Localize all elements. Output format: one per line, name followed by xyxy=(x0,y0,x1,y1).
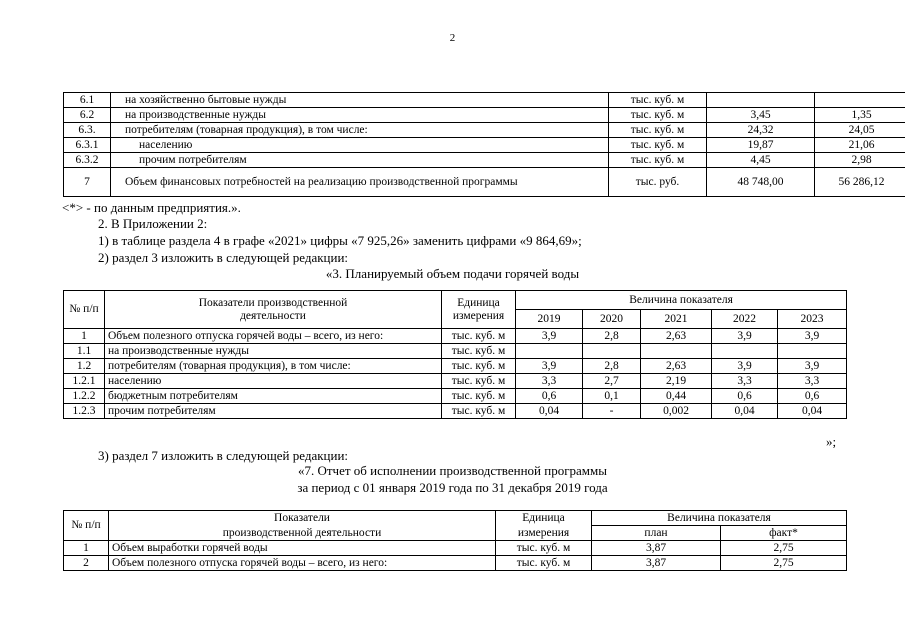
cell-value: 0,44 xyxy=(641,389,712,404)
header-year: 2020 xyxy=(583,310,641,329)
header-name: производственной деятельности xyxy=(109,526,496,541)
cell-value xyxy=(516,344,583,359)
cell-value xyxy=(815,93,905,108)
cell-name: Объем полезного отпуска горячей воды – всего, из него: xyxy=(109,556,496,571)
cell-name: прочим потребителям xyxy=(111,153,609,168)
paragraph: 3) раздел 7 изложить в следующей редакции: xyxy=(98,448,349,463)
cell-value: - xyxy=(583,404,641,419)
cell-num: 1.2.1 xyxy=(64,374,105,389)
cell-name: потребителям (товарная продукция), в том числе: xyxy=(111,123,609,138)
cell-value: 48 748,00 xyxy=(707,168,815,197)
cell-value: 3,3 xyxy=(712,374,778,389)
header-year: 2019 xyxy=(516,310,583,329)
header-value: Величина показателя xyxy=(516,291,847,310)
cell-value xyxy=(583,344,641,359)
cell-value: 3,3 xyxy=(516,374,583,389)
cell-name: населению xyxy=(105,374,442,389)
header-num: № п/п xyxy=(64,511,109,541)
paragraph: 1) в таблице раздела 4 в графе «2021» цифры «7 925,26» заменить цифрами «9 864,69»; xyxy=(98,233,582,248)
header-plan: план xyxy=(592,526,721,541)
cell-num: 6.3. xyxy=(64,123,111,138)
cell-num: 6.3.1 xyxy=(64,138,111,153)
table-row xyxy=(64,153,905,168)
cell-value: 2,19 xyxy=(641,374,712,389)
table-row xyxy=(64,329,847,344)
table-row xyxy=(64,556,847,571)
cell-value: 0,6 xyxy=(712,389,778,404)
cell-value: 2,63 xyxy=(641,329,712,344)
table-header-row xyxy=(64,291,847,310)
page-number: 2 xyxy=(449,32,456,44)
cell-value xyxy=(778,344,847,359)
cell-num: 1.1 xyxy=(64,344,105,359)
cell-name: населению xyxy=(111,138,609,153)
footnote: <*> - по данным предприятия.». xyxy=(62,200,241,215)
header-value: Величина показателя xyxy=(592,511,847,526)
cell-unit: тыс. куб. м xyxy=(442,404,516,419)
cell-name: на производственные нужды xyxy=(111,108,609,123)
cell-num: 6.2 xyxy=(64,108,111,123)
header-year: 2022 xyxy=(712,310,778,329)
header-year: 2023 xyxy=(778,310,847,329)
cell-num: 1 xyxy=(64,541,109,556)
cell-value: 56 286,12 xyxy=(815,168,905,197)
table-row xyxy=(64,168,905,197)
cell-value: 21,06 xyxy=(815,138,905,153)
header-num: № п/п xyxy=(64,291,105,329)
table-row xyxy=(64,123,905,138)
cell-unit: тыс. куб. м xyxy=(442,344,516,359)
cell-value: 2,8 xyxy=(583,329,641,344)
report-table xyxy=(63,510,847,571)
table-row xyxy=(64,404,847,419)
table-row xyxy=(64,389,847,404)
cell-value xyxy=(707,93,815,108)
table-row xyxy=(64,344,847,359)
cell-value: 2,63 xyxy=(641,359,712,374)
header-unit: Единица xyxy=(496,511,592,526)
cell-value: 24,32 xyxy=(707,123,815,138)
cell-unit: тыс. куб. м xyxy=(609,138,707,153)
paragraph: 2. В Приложении 2: xyxy=(98,216,208,231)
cell-value: 1,35 xyxy=(815,108,905,123)
cell-num: 1.2.2 xyxy=(64,389,105,404)
cell-name: Объем полезного отпуска горячей воды – всего, из него: xyxy=(105,329,442,344)
cell-unit: тыс. куб. м xyxy=(609,93,707,108)
table-row xyxy=(64,359,847,374)
cell-value: 3,9 xyxy=(516,359,583,374)
cell-unit: тыс. куб. м xyxy=(442,329,516,344)
cell-num: 7 xyxy=(64,168,111,197)
cell-value: 0,1 xyxy=(583,389,641,404)
paragraph: 2) раздел 3 изложить в следующей редакции: xyxy=(98,250,349,265)
cell-value: 2,7 xyxy=(583,374,641,389)
table-continuation xyxy=(63,92,905,197)
cell-value: 3,3 xyxy=(778,374,847,389)
cell-unit: тыс. куб. м xyxy=(496,556,592,571)
cell-num: 2 xyxy=(64,556,109,571)
header-unit: Единица измерения xyxy=(442,291,516,329)
cell-value xyxy=(641,344,712,359)
header-name: Показатели xyxy=(109,511,496,526)
cell-unit: тыс. куб. м xyxy=(609,123,707,138)
cell-name: на хозяйственно бытовые нужды xyxy=(111,93,609,108)
header-year: 2021 xyxy=(641,310,712,329)
cell-value: 2,8 xyxy=(583,359,641,374)
table-row xyxy=(64,108,905,123)
cell-num: 1.2 xyxy=(64,359,105,374)
cell-fact: 2,75 xyxy=(721,541,847,556)
cell-num: 6.1 xyxy=(64,93,111,108)
cell-num: 1.2.3 xyxy=(64,404,105,419)
cell-plan: 3,87 xyxy=(592,541,721,556)
cell-name: Объем выработки горячей воды xyxy=(109,541,496,556)
cell-value: 0,04 xyxy=(712,404,778,419)
table-header-row xyxy=(64,526,847,541)
cell-name: Объем финансовых потребностей на реализацию производственной программы xyxy=(111,168,609,197)
closing-quote: »; xyxy=(826,434,837,449)
cell-name: прочим потребителям xyxy=(105,404,442,419)
section-title: «7. Отчет об исполнении производственной программы xyxy=(297,463,607,478)
cell-value: 24,05 xyxy=(815,123,905,138)
cell-value: 0,04 xyxy=(516,404,583,419)
cell-plan: 3,87 xyxy=(592,556,721,571)
cell-value: 0,6 xyxy=(778,389,847,404)
cell-value: 0,04 xyxy=(778,404,847,419)
table-row xyxy=(64,374,847,389)
cell-name: потребителям (товарная продукция), в том числе: xyxy=(105,359,442,374)
cell-value: 2,98 xyxy=(815,153,905,168)
cell-value: 3,9 xyxy=(778,329,847,344)
header-name: Показатели производственной деятельности xyxy=(105,291,442,329)
cell-value: 0,6 xyxy=(516,389,583,404)
cell-unit: тыс. куб. м xyxy=(609,153,707,168)
header-unit: измерения xyxy=(496,526,592,541)
cell-num: 1 xyxy=(64,329,105,344)
cell-value: 3,45 xyxy=(707,108,815,123)
cell-unit: тыс. руб. xyxy=(609,168,707,197)
cell-value: 3,9 xyxy=(778,359,847,374)
cell-value: 4,45 xyxy=(707,153,815,168)
planned-volume-table xyxy=(63,290,847,419)
table-row xyxy=(64,541,847,556)
cell-unit: тыс. куб. м xyxy=(442,374,516,389)
cell-value xyxy=(712,344,778,359)
cell-name: бюджетным потребителям xyxy=(105,389,442,404)
cell-unit: тыс. куб. м xyxy=(496,541,592,556)
cell-value: 3,9 xyxy=(712,359,778,374)
cell-num: 6.3.2 xyxy=(64,153,111,168)
table-row xyxy=(64,138,905,153)
cell-unit: тыс. куб. м xyxy=(609,108,707,123)
table-header-row xyxy=(64,511,847,526)
cell-value: 19,87 xyxy=(707,138,815,153)
cell-unit: тыс. куб. м xyxy=(442,359,516,374)
cell-unit: тыс. куб. м xyxy=(442,389,516,404)
cell-fact: 2,75 xyxy=(721,556,847,571)
table-row xyxy=(64,93,905,108)
cell-value: 3,9 xyxy=(516,329,583,344)
section-title: «3. Планируемый объем подачи горячей воды xyxy=(325,266,580,281)
section-subtitle: за период с 01 января 2019 года по 31 декабря 2019 года xyxy=(297,480,608,495)
cell-value: 0,002 xyxy=(641,404,712,419)
cell-name: на производственные нужды xyxy=(105,344,442,359)
cell-value: 3,9 xyxy=(712,329,778,344)
header-fact: факт* xyxy=(721,526,847,541)
